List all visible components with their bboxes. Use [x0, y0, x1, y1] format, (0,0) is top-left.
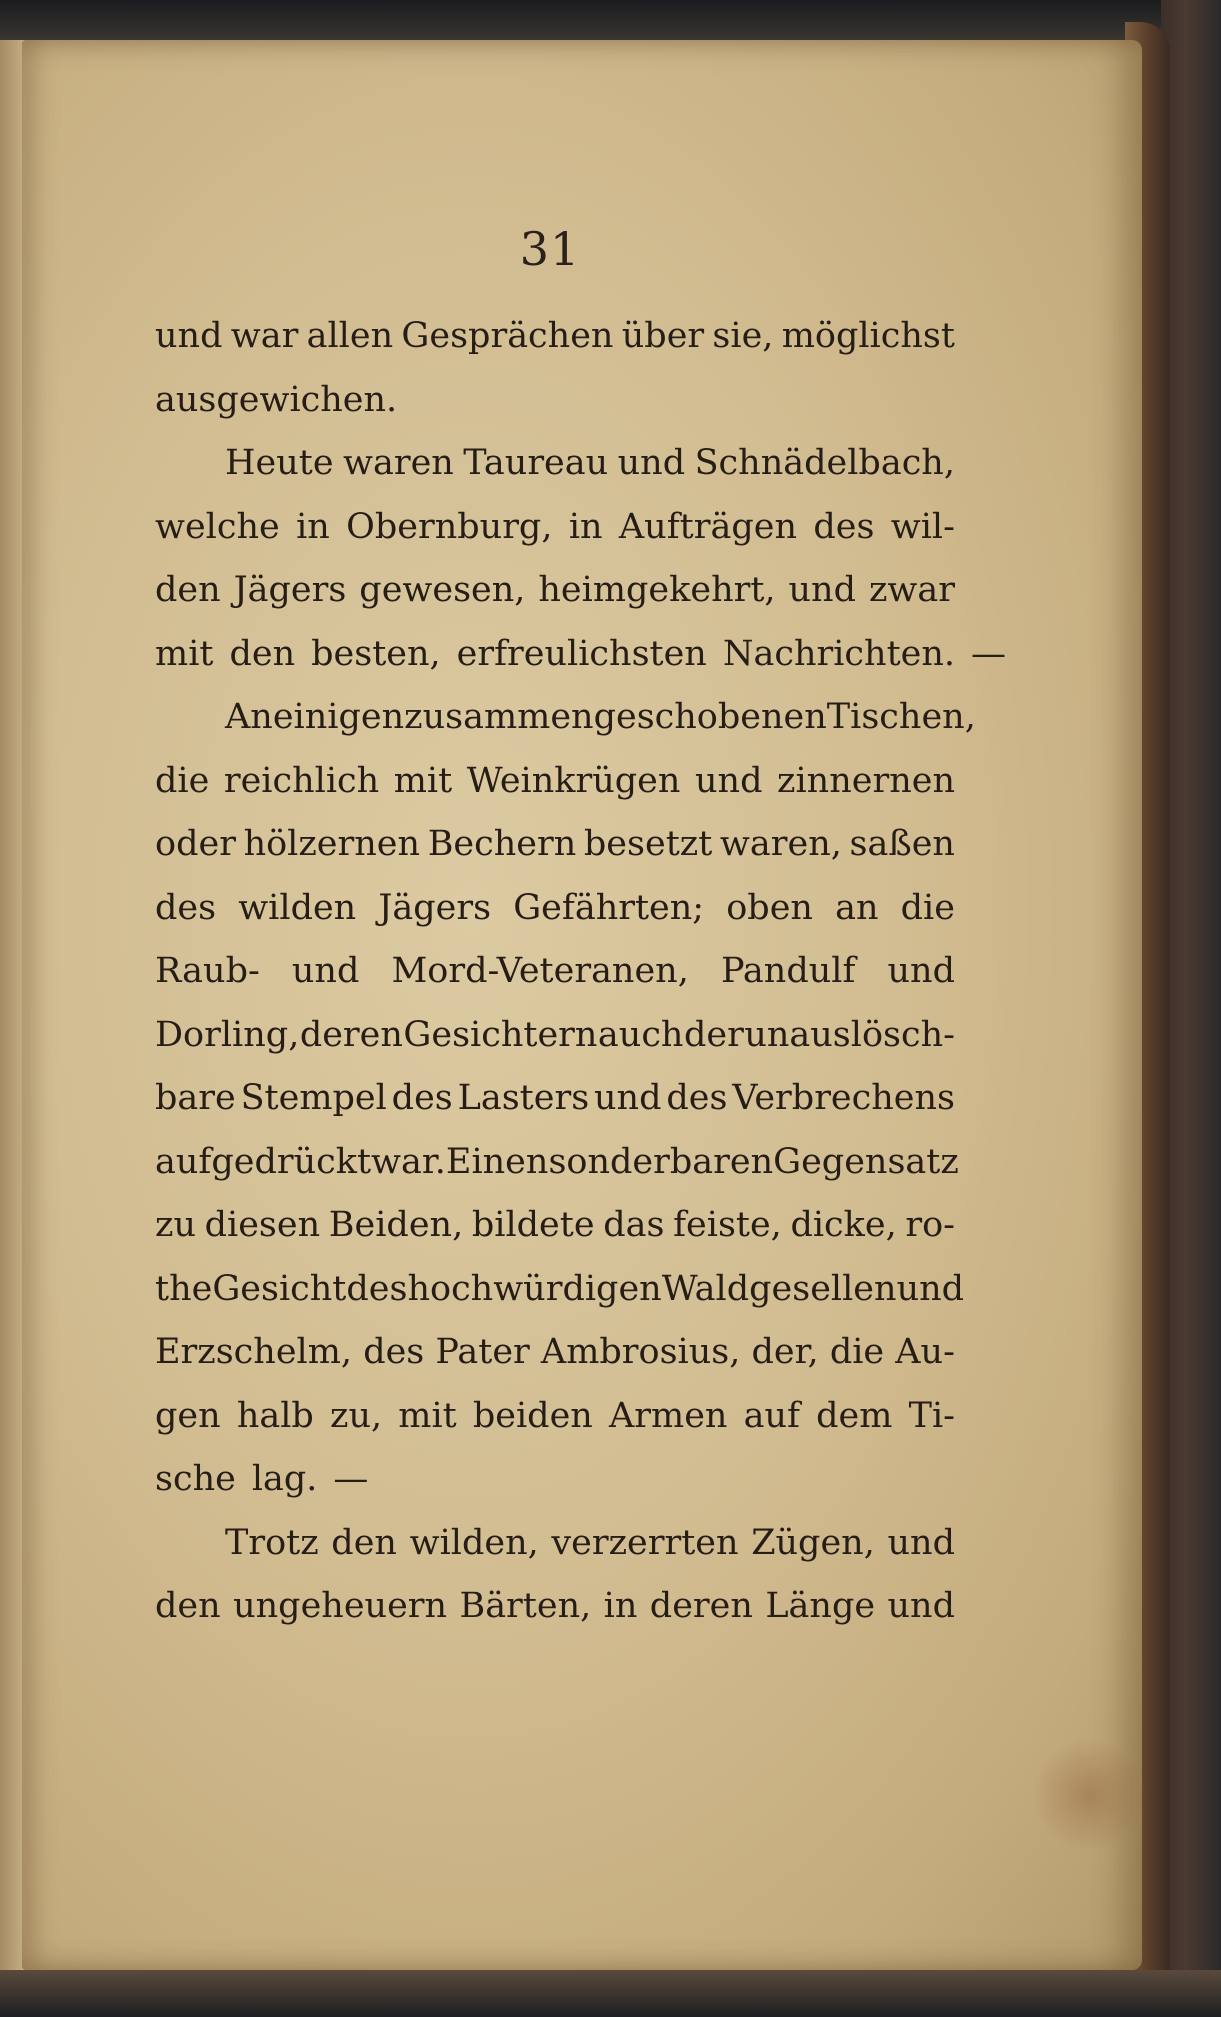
- word: Schnädelbach,: [694, 443, 955, 483]
- page-stain: [1035, 1735, 1145, 1855]
- word: den: [331, 1522, 397, 1563]
- word: zwar: [868, 570, 955, 610]
- word: bare: [155, 1078, 236, 1118]
- word: welche: [155, 506, 280, 547]
- word: Zügen,: [751, 1522, 875, 1563]
- text-line: [155, 1194, 955, 1258]
- word: unauslösch-: [744, 1014, 955, 1055]
- word: Gesprächen: [401, 316, 614, 356]
- word: möglichst: [781, 316, 955, 356]
- word: heimgekehrt,: [538, 570, 776, 610]
- word: —: [333, 1459, 369, 1499]
- word: gen: [155, 1395, 221, 1436]
- word: in: [296, 506, 330, 547]
- word: wilden: [238, 887, 357, 928]
- word: mit: [155, 633, 214, 674]
- word: Taureau: [463, 443, 609, 483]
- text-line: [155, 1258, 965, 1322]
- word: Waldgesellen: [661, 1268, 897, 1309]
- word: mit: [393, 760, 453, 801]
- word: einigen: [272, 697, 405, 737]
- word: waren,: [719, 824, 842, 864]
- text-line: [155, 686, 976, 750]
- text-line: [155, 305, 955, 369]
- word: gewesen,: [359, 570, 526, 610]
- word: Obernburg,: [346, 506, 553, 547]
- word: verzerrten: [551, 1522, 739, 1563]
- word: in: [603, 1586, 638, 1626]
- word: Pater: [435, 1332, 530, 1372]
- word: und: [887, 1522, 955, 1563]
- word: des: [155, 887, 217, 928]
- word: die: [155, 760, 210, 801]
- word: und: [896, 1268, 965, 1309]
- word: und: [291, 951, 360, 991]
- word: an: [835, 887, 879, 928]
- word: —: [971, 633, 1007, 674]
- word: ro-: [905, 1205, 955, 1245]
- word: Lasters: [457, 1078, 590, 1118]
- text-line: [155, 1512, 955, 1576]
- word: besetzt: [583, 824, 713, 864]
- word: dicke,: [790, 1205, 897, 1245]
- word: den: [155, 1586, 221, 1626]
- word: Einen: [445, 1141, 549, 1182]
- word: Erzschelm,: [155, 1332, 353, 1372]
- text-line: [155, 623, 1007, 687]
- word: hochwürdigen: [407, 1268, 662, 1309]
- word: der,: [751, 1332, 819, 1372]
- scan-bottom-edge: [0, 1970, 1221, 2017]
- word: bildete: [471, 1205, 595, 1245]
- word: wilden,: [409, 1522, 539, 1563]
- text-line: [155, 1575, 955, 1639]
- word: sonderbaren: [548, 1141, 774, 1182]
- text-line: [155, 496, 955, 560]
- word: Nachrichten.: [722, 633, 956, 674]
- word: und: [155, 316, 223, 356]
- word: Jägers: [378, 887, 492, 928]
- text-line: [155, 1321, 955, 1385]
- word: wil-: [890, 506, 955, 547]
- text-line: [155, 369, 955, 433]
- word: Gesicht: [212, 1268, 347, 1309]
- body-text: [155, 305, 1007, 1639]
- word: auch: [597, 1014, 684, 1055]
- word: Jägers: [233, 570, 347, 610]
- word: Bechern: [427, 824, 577, 864]
- word: Tischen,: [826, 697, 976, 737]
- word: Weinkrügen: [466, 760, 681, 801]
- text-line: [155, 813, 955, 877]
- word: zinnernen: [777, 760, 955, 801]
- text-line: [155, 559, 955, 623]
- text-line: [155, 877, 955, 941]
- word: das: [603, 1205, 665, 1245]
- word: über: [621, 316, 705, 356]
- word: sche: [155, 1459, 236, 1499]
- text-line: [155, 940, 955, 1004]
- word: Gesichtern: [403, 1014, 598, 1055]
- text-line: [155, 432, 955, 496]
- word: oben: [726, 887, 813, 928]
- word: und: [788, 570, 856, 610]
- word: des: [346, 1268, 408, 1309]
- word: auf: [743, 1395, 800, 1436]
- word: Verbrechens: [732, 1078, 955, 1118]
- word: feiste,: [673, 1205, 782, 1245]
- word: the: [155, 1268, 213, 1309]
- word: reichlich: [223, 760, 380, 801]
- word: war: [230, 316, 299, 356]
- word: beiden: [472, 1395, 593, 1436]
- word: Aufträgen: [618, 506, 797, 547]
- text-line: [155, 1131, 959, 1195]
- word: zu,: [330, 1395, 383, 1436]
- text-line: [155, 1448, 955, 1512]
- word: Bärten,: [459, 1586, 592, 1626]
- word: besten,: [311, 633, 441, 674]
- word: Stempel: [240, 1078, 387, 1118]
- word: den: [155, 570, 221, 610]
- word: Gegensatz: [773, 1141, 959, 1182]
- text-line: [155, 750, 955, 814]
- word: aufgedrückt: [155, 1141, 372, 1182]
- word: zusammengeschobenen: [404, 697, 827, 737]
- word: Beiden,: [328, 1205, 464, 1245]
- word: war.: [371, 1141, 446, 1182]
- word: waren: [343, 443, 454, 483]
- word: den: [229, 633, 296, 674]
- word: Mord-Veteranen,: [391, 951, 689, 991]
- text-line: [155, 1385, 955, 1449]
- word: lag.: [251, 1459, 318, 1499]
- word: Trotz: [225, 1522, 319, 1563]
- word: ausgewichen.: [155, 379, 398, 420]
- word: mit: [398, 1395, 457, 1436]
- word: und: [617, 443, 686, 483]
- word: allen: [306, 316, 394, 356]
- word: und: [887, 951, 955, 991]
- word: des: [813, 506, 875, 547]
- word: Dorling,: [155, 1014, 300, 1055]
- word: des: [666, 1078, 728, 1118]
- word: in: [568, 506, 603, 547]
- word: des: [363, 1332, 425, 1372]
- word: deren: [299, 1014, 403, 1055]
- word: dem: [816, 1395, 893, 1436]
- word: saßen: [849, 824, 955, 864]
- text-line: [155, 1004, 955, 1068]
- word: Au-: [895, 1332, 955, 1372]
- book-edge: [1161, 0, 1221, 2017]
- word: die: [900, 887, 955, 928]
- page-number: 31: [519, 222, 581, 276]
- word: ungeheuern: [233, 1586, 448, 1626]
- word: Ambrosius,: [540, 1332, 741, 1372]
- word: und: [887, 1586, 955, 1626]
- word: erfreulichsten: [456, 633, 707, 674]
- word: die: [829, 1332, 885, 1372]
- word: hölzernen: [243, 824, 421, 864]
- word: diesen: [204, 1205, 321, 1245]
- word: An: [225, 697, 273, 737]
- word: Länge: [765, 1586, 876, 1626]
- word: Gefährten;: [513, 887, 705, 928]
- word: halb: [236, 1395, 314, 1436]
- word: sie,: [712, 316, 774, 356]
- word: zu: [155, 1205, 196, 1245]
- word: Armen: [609, 1395, 728, 1436]
- word: des: [391, 1078, 453, 1118]
- text-line: [155, 1067, 955, 1131]
- word: Ti-: [908, 1395, 955, 1436]
- word: und: [694, 760, 763, 801]
- scan-top-edge: [0, 0, 1221, 40]
- word: deren: [649, 1586, 753, 1626]
- word: Pandulf: [720, 951, 856, 991]
- word: Raub-: [155, 951, 260, 991]
- word: und: [594, 1078, 662, 1118]
- word: Heute: [225, 443, 334, 483]
- word: der: [683, 1014, 744, 1055]
- word: oder: [155, 824, 236, 864]
